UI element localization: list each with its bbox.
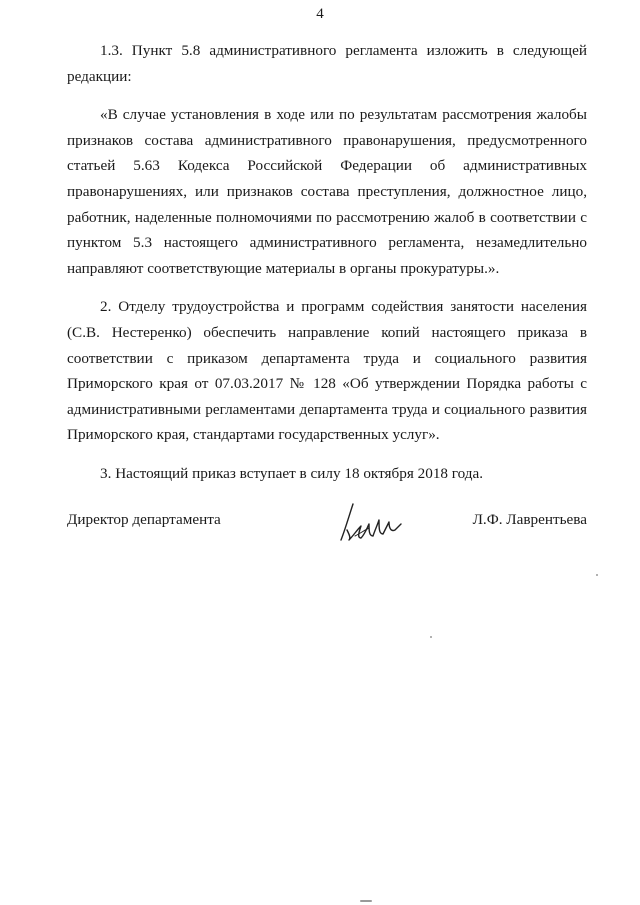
page-number: 4 [316,6,324,22]
scan-speck [430,636,432,638]
signature-block [67,500,587,550]
paragraph-2: 2. Отделу трудоустройства и программ содействия занятости населения (С.В. Нестеренко) обеспечить направление копий настоящего приказа в соответствии с приказом департамента труда и социального развития Приморского края от 07.03.2017 № 128 «Об утверждении Порядка работы с административными регламентами департамента труда и социального развития Приморского края, стандартами государственных услуг». [67,298,587,444]
scan-speck [596,574,598,576]
signatory-role: Директор департамента [67,511,221,528]
paragraph-quote: «В случае установления в ходе или по результатам рассмотрения жалобы признаков состава административного правонарушения, предусмотренного статьей 5.63 Кодекса Российской Федерации об административных правонарушениях, или признаков состава преступления, должностное лицо, работник, наделенные полномочиями по рассмотрению жалоб в соответствии с пунктом 5.3 настоящего административного регламента, незамедлительно направляют соответствующие материалы в органы прокуратуры.». [67,106,587,277]
document-body [67,38,587,500]
paragraph-1-3: 1.3. Пункт 5.8 административного регламента изложить в следующей редакции: [67,42,587,85]
paragraph-3: 3. Настоящий приказ вступает в силу 18 октября 2018 года. [100,464,484,482]
scan-speck [360,900,372,902]
signatory-name: Л.Ф. Лаврентьева [472,511,587,528]
handwritten-signature [335,500,407,544]
